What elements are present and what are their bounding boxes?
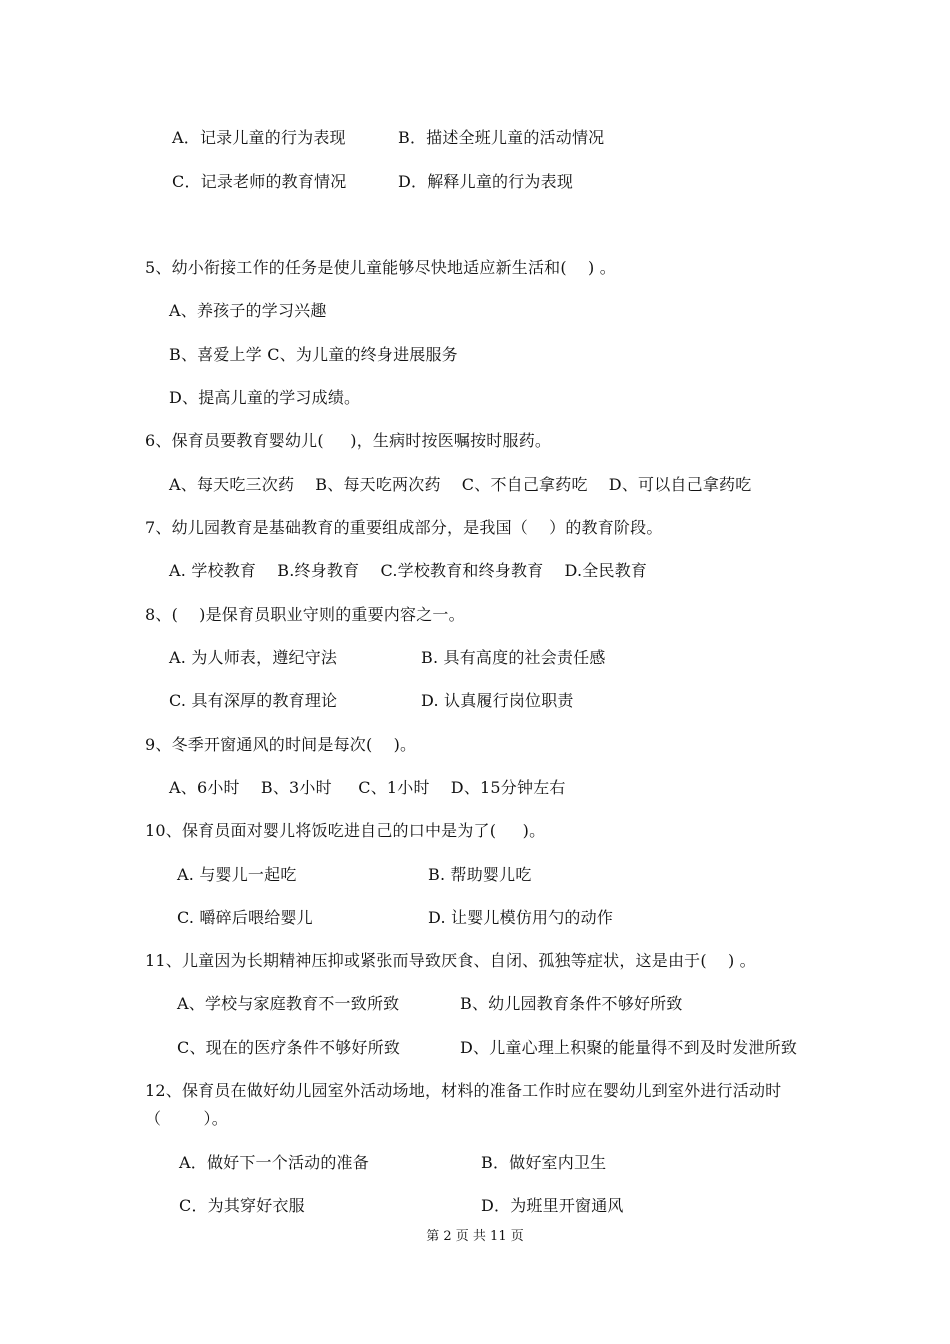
question-8: 8、( )是保育员职业守则的重要内容之一。	[145, 605, 465, 624]
q12-option-a: A．做好下一个活动的准备	[179, 1153, 369, 1172]
q8-option-c: C. 具有深厚的教育理论	[169, 691, 338, 710]
question-10: 10、保育员面对婴儿将饭吃进自己的口中是为了( )。	[145, 821, 546, 840]
q8-option-d: D. 认真履行岗位职责	[421, 691, 574, 710]
q10-option-b: B. 帮助婴儿吃	[428, 865, 532, 884]
q11-option-b: B、幼儿园教育条件不够好所致	[460, 994, 683, 1013]
question-12-continued: （ ）。	[145, 1109, 228, 1128]
q4-option-a: A．记录儿童的行为表现	[172, 128, 346, 147]
q7-options: A. 学校教育 B.终身教育 C.学校教育和终身教育 D.全民教育	[169, 561, 648, 580]
q10-option-c: C. 嚼碎后喂给婴儿	[177, 908, 313, 927]
question-5: 5、幼小衔接工作的任务是使儿童能够尽快地适应新生活和( ) 。	[145, 258, 616, 277]
q5-option-a: A、养孩子的学习兴趣	[169, 301, 327, 320]
q12-option-b: B．做好室内卫生	[481, 1153, 607, 1172]
q12-option-c: C．为其穿好衣服	[179, 1196, 305, 1215]
q12-option-d: D．为班里开窗通风	[481, 1196, 624, 1215]
q4-option-b: B．描述全班儿童的活动情况	[398, 128, 605, 147]
question-12: 12、保育员在做好幼儿园室外活动场地，材料的准备工作时应在婴幼儿到室外进行活动时	[145, 1081, 782, 1100]
q11-option-a: A、学校与家庭教育不一致所致	[177, 994, 400, 1013]
q10-option-d: D. 让婴儿模仿用勺的动作	[428, 908, 614, 927]
q11-option-c: C、现在的医疗条件不够好所致	[177, 1038, 401, 1057]
q5-option-bc: B、喜爱上学 C、为儿童的终身进展服务	[169, 345, 458, 364]
question-9: 9、冬季开窗通风的时间是每次( )。	[145, 735, 417, 754]
question-7: 7、幼儿园教育是基础教育的重要组成部分，是我国（ ）的教育阶段。	[145, 518, 663, 537]
question-6: 6、保育员要教育婴幼儿( )，生病时按医嘱按时服药。	[145, 431, 552, 450]
q9-options: A、6小时 B、3小时 C、1小时 D、15分钟左右	[169, 778, 566, 797]
q10-option-a: A. 与婴儿一起吃	[177, 865, 297, 884]
q11-option-d: D、儿童心理上积聚的能量得不到及时发泄所致	[460, 1038, 798, 1057]
q6-options: A、每天吃三次药 B、每天吃两次药 C、不自己拿药吃 D、可以自己拿药吃	[169, 475, 752, 494]
q4-option-d: D．解释儿童的行为表现	[398, 172, 574, 191]
q5-option-d: D、提高儿童的学习成绩。	[169, 388, 361, 407]
page-number-footer: 第 2 页 共 11 页	[426, 1229, 524, 1244]
q4-option-c: C．记录老师的教育情况	[172, 172, 347, 191]
question-11: 11、儿童因为长期精神压抑或紧张而导致厌食、自闭、孤独等症状，这是由于( ) 。	[145, 951, 756, 970]
q8-option-b: B. 具有高度的社会责任感	[421, 648, 606, 667]
q8-option-a: A. 为人师表，遵纪守法	[169, 648, 338, 667]
